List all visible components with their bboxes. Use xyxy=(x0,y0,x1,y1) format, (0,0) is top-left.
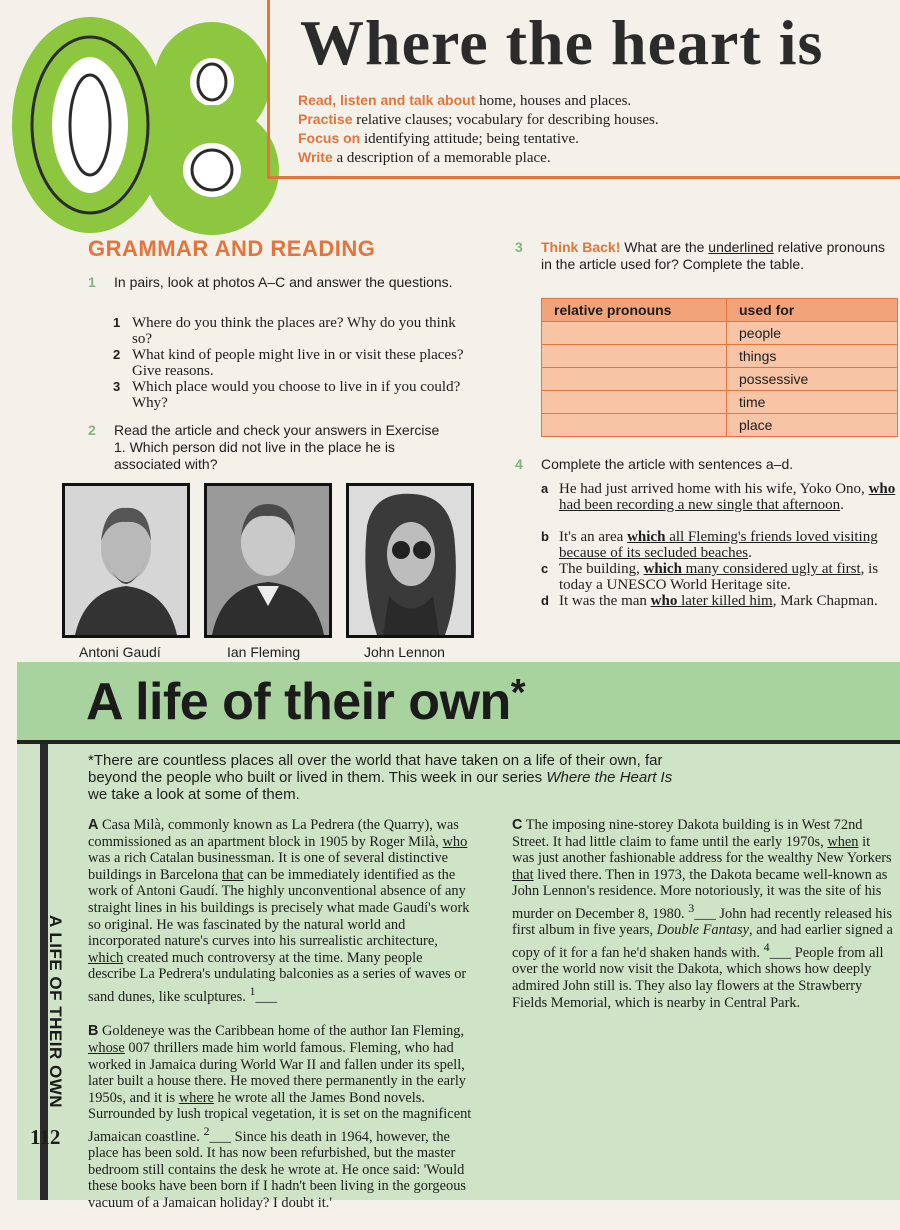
table-header: relative pronouns xyxy=(542,299,727,322)
pronoun-cell[interactable] xyxy=(542,322,727,345)
article-paragraph-a xyxy=(88,817,473,1005)
paragraph-text: lived there. Then in 1973, the Dakota became well-known as John Lennon's residence. More notoriously, it was the site of his murder on December 8, 1980. xyxy=(512,866,888,922)
portrait-icon xyxy=(65,486,187,635)
gap-blank[interactable]: ___ xyxy=(769,944,792,961)
gap-blank[interactable]: ___ xyxy=(209,1128,232,1145)
question-number: 3 xyxy=(113,379,121,394)
question-number: 1 xyxy=(113,315,121,330)
paragraph-text: People from all over the world now visit the Dakota, which shows how deeply admired John still is. They also lay flowers at the Strawberry Fields Memorial, which is nearby in Central Park. xyxy=(512,944,884,1011)
table-row xyxy=(542,414,898,437)
paragraph-text: he wrote all the James Bond novels. Surrounded by lush tropical vegetation, it is set on the magnificent Jamaican coastline. xyxy=(88,1089,472,1145)
paragraph-text: Goldeneye was the Caribbean home of the author Ian Fleming, xyxy=(98,1023,465,1040)
paragraph-text: it was just another fashionable address for the wealthy New Yorkers xyxy=(512,833,892,867)
sentence-d xyxy=(541,593,899,609)
underlined-pronoun: which xyxy=(88,949,124,966)
aim-line xyxy=(298,110,888,129)
exercise-3-instruction xyxy=(541,239,896,273)
instruction-underlined: underlined xyxy=(708,239,774,255)
paragraph-label: C xyxy=(512,817,523,833)
gap-number: 3 xyxy=(688,900,695,915)
exercise-number: 4 xyxy=(515,456,523,472)
question-text: Which place would you choose to live in if you could? Why? xyxy=(132,379,461,411)
sentence-text: , is today a UNESCO World Heritage site. xyxy=(559,561,879,593)
article-title-asterisk: * xyxy=(510,672,526,714)
article-title-rule xyxy=(17,740,900,744)
photo-antoni-gaudi xyxy=(62,483,190,638)
underlined-pronoun: that xyxy=(221,866,244,883)
paragraph-text: , and had earlier signed a copy of it for a fan he'd shaken hands with. xyxy=(512,922,893,961)
underlined-pronoun: that xyxy=(512,866,534,883)
paragraph-text: The imposing nine-storey Dakota building is in West 72nd Street. It had little claim to fame until the early 1970s, xyxy=(512,817,863,850)
portrait-icon xyxy=(207,486,329,635)
unit-title: Where the heart is xyxy=(300,7,824,78)
use-cell: time xyxy=(727,391,898,414)
sentence-b xyxy=(541,529,899,561)
gap-number: 1 xyxy=(249,983,256,998)
intro-series-name: Where the Heart Is xyxy=(546,769,673,786)
exercise-number: 1 xyxy=(88,274,96,290)
header-rule-vertical xyxy=(267,0,270,176)
exercise-number: 3 xyxy=(515,239,523,255)
unit-number-graphic xyxy=(32,37,260,216)
aim-key: Focus on xyxy=(298,130,361,146)
article-intro xyxy=(88,752,688,803)
sentence-letter: c xyxy=(541,561,549,576)
relative-clause: all Fleming's friends loved visiting because of its secluded beaches xyxy=(559,529,878,561)
gap-number: 4 xyxy=(763,939,770,954)
article-paragraph-b xyxy=(88,1023,473,1211)
album-title: Double Fantasy xyxy=(656,922,749,939)
table-header-row xyxy=(542,299,898,322)
gap-number: 2 xyxy=(203,1123,210,1138)
underlined-pronoun: whose xyxy=(88,1039,125,1056)
paragraph-text: created much controversy at the time. Many people describe La Pedrera's undulating balconies as a series of waves or sand dunes, like sculptures. xyxy=(88,949,467,1005)
exercise-4-instruction: Complete the article with sentences a–d. xyxy=(541,456,794,472)
use-cell: people xyxy=(727,322,898,345)
pronoun-cell[interactable] xyxy=(542,345,727,368)
instruction-text: What are the xyxy=(620,239,709,255)
sentence-text: It's an area xyxy=(559,529,628,545)
pronoun-cell[interactable] xyxy=(542,368,727,391)
photo-caption: Antoni Gaudí xyxy=(79,644,161,660)
question-text: What kind of people might live in or visit these places? Give reasons. xyxy=(132,347,464,379)
paragraph-text: John had recently released his first album in five years, xyxy=(512,905,893,939)
aim-line xyxy=(298,91,888,110)
aim-line xyxy=(298,129,888,148)
intro-text: we take a look at some of them. xyxy=(88,786,300,803)
relative-pronoun: which xyxy=(627,529,666,545)
sentence-text: He had just arrived home with his wife, Yoko Ono, xyxy=(559,481,869,497)
sentence-text: The building, xyxy=(559,561,644,577)
paragraph-label: B xyxy=(88,1023,99,1040)
page-number: 112 xyxy=(30,1125,61,1149)
article-title xyxy=(86,672,525,732)
relative-pronoun: which xyxy=(643,561,682,577)
relative-pronoun: who xyxy=(650,593,678,609)
paragraph-text: 007 thrillers made him world famous. Fleming, who had worked in Jamaica during World War II and fallen under its spell, later built a house there. He moved there permanently in the early 1950s, and it is xyxy=(88,1039,467,1106)
article-column-right xyxy=(512,817,895,1029)
relative-clause: later killed him xyxy=(677,593,773,609)
sentence-text: . xyxy=(840,497,844,513)
table-row xyxy=(542,322,898,345)
sentence-letter: a xyxy=(541,481,549,496)
paragraph-text: can be immediately identified as the work of Antoni Gaudí. The highly unconventional absence of any straight lines in his buildings is precisely what made Gaudí's work so original. He was fascinated by the natural world and incorporated nature's curves into his surrealistic architecture, xyxy=(88,866,470,950)
question-item xyxy=(113,315,473,347)
paragraph-label: A xyxy=(88,817,99,833)
exercise-2-instruction: Read the article and check your answers in Exercise 1. Which person did not live in the place he is associated with? xyxy=(114,422,440,472)
pronoun-cell[interactable] xyxy=(542,391,727,414)
portrait-icon xyxy=(349,486,471,635)
paragraph-text: was a rich Catalan businessman. It is one of several distinctive buildings in Barcelona xyxy=(88,850,449,883)
sentence-c xyxy=(541,561,899,593)
sentence-text: , Mark Chapman. xyxy=(772,593,878,609)
aim-text: identifying attitude; being tentative. xyxy=(360,131,579,147)
sentence-text: . xyxy=(748,545,752,561)
table-row xyxy=(542,368,898,391)
unit-number-badge xyxy=(0,0,300,240)
sentence-text: It was the man xyxy=(559,593,651,609)
use-cell: place xyxy=(727,414,898,437)
pronoun-cell[interactable] xyxy=(542,414,727,437)
article-column-left xyxy=(88,817,473,1230)
think-back-label: Think Back! xyxy=(541,239,621,255)
exercise-number: 2 xyxy=(88,422,96,438)
aim-key: Practise xyxy=(298,111,353,127)
aim-text: relative clauses; vocabulary for describing houses. xyxy=(352,112,659,128)
unit-aims xyxy=(298,91,888,167)
gap-blank[interactable]: ___ xyxy=(255,988,278,1005)
relative-clause: had been recording a new single that afternoon xyxy=(559,497,841,513)
section-heading: GRAMMAR AND READING xyxy=(88,236,376,261)
use-cell: things xyxy=(727,345,898,368)
underlined-pronoun: when xyxy=(827,833,859,850)
question-item xyxy=(113,347,473,379)
article-side-label: A LIFE OF THEIR OWN xyxy=(46,915,65,1109)
paragraph-text: Casa Milà, commonly known as La Pedrera (the Quarry), was commissioned as an apartment block in 1905 by Roger Milà, xyxy=(88,817,459,850)
underlined-pronoun: where xyxy=(178,1089,214,1106)
question-number: 2 xyxy=(113,347,121,362)
aim-key: Write xyxy=(298,149,333,165)
gap-blank[interactable]: ___ xyxy=(694,905,716,922)
photo-john-lennon xyxy=(346,483,474,638)
article-paragraph-c xyxy=(512,817,895,1011)
question-text: Where do you think the places are? Why do you think so? xyxy=(132,315,456,347)
relative-pronoun: who xyxy=(868,481,896,497)
table-header: used for xyxy=(727,299,898,322)
header-rule-horizontal xyxy=(267,176,900,179)
relative-pronouns-table xyxy=(541,298,898,437)
intro-text: *There are countless places all over the world that have taken on a life of their own, far beyond the people who built or lived in them. This week in our series xyxy=(88,752,663,786)
aim-text: home, houses and places. xyxy=(475,93,632,109)
sentence-letter: d xyxy=(541,593,549,608)
aim-line xyxy=(298,148,888,167)
table-row xyxy=(542,345,898,368)
sentence-letter: b xyxy=(541,529,549,544)
aim-text: a description of a memorable place. xyxy=(332,150,551,166)
photo-caption: Ian Fleming xyxy=(227,644,301,660)
table-row xyxy=(542,391,898,414)
underlined-pronoun: who xyxy=(442,833,468,850)
photo-ian-fleming xyxy=(204,483,332,638)
sentence-a xyxy=(541,481,899,513)
aim-key: Read, listen and talk about xyxy=(298,92,476,108)
relative-clause: many considered ugly at first xyxy=(681,561,861,577)
paragraph-text: Since his death in 1964, however, the place has been sold. It has now been refurbished, but the master bedroom still contains the desk he wrote at. He once said: 'Would these books have been born if I hadn't been living in the gorgeous vacuum of a Jamaican holiday? I doubt it.' xyxy=(88,1128,466,1212)
use-cell: possessive xyxy=(727,368,898,391)
question-item xyxy=(113,379,473,411)
exercise-1-instruction: In pairs, look at photos A–C and answer the questions. xyxy=(114,274,453,290)
article-title-text: A life of their own xyxy=(86,673,511,731)
instruction-text: relative pronouns in the article used for? Complete the table. xyxy=(541,239,885,272)
photo-caption: John Lennon xyxy=(364,644,445,660)
